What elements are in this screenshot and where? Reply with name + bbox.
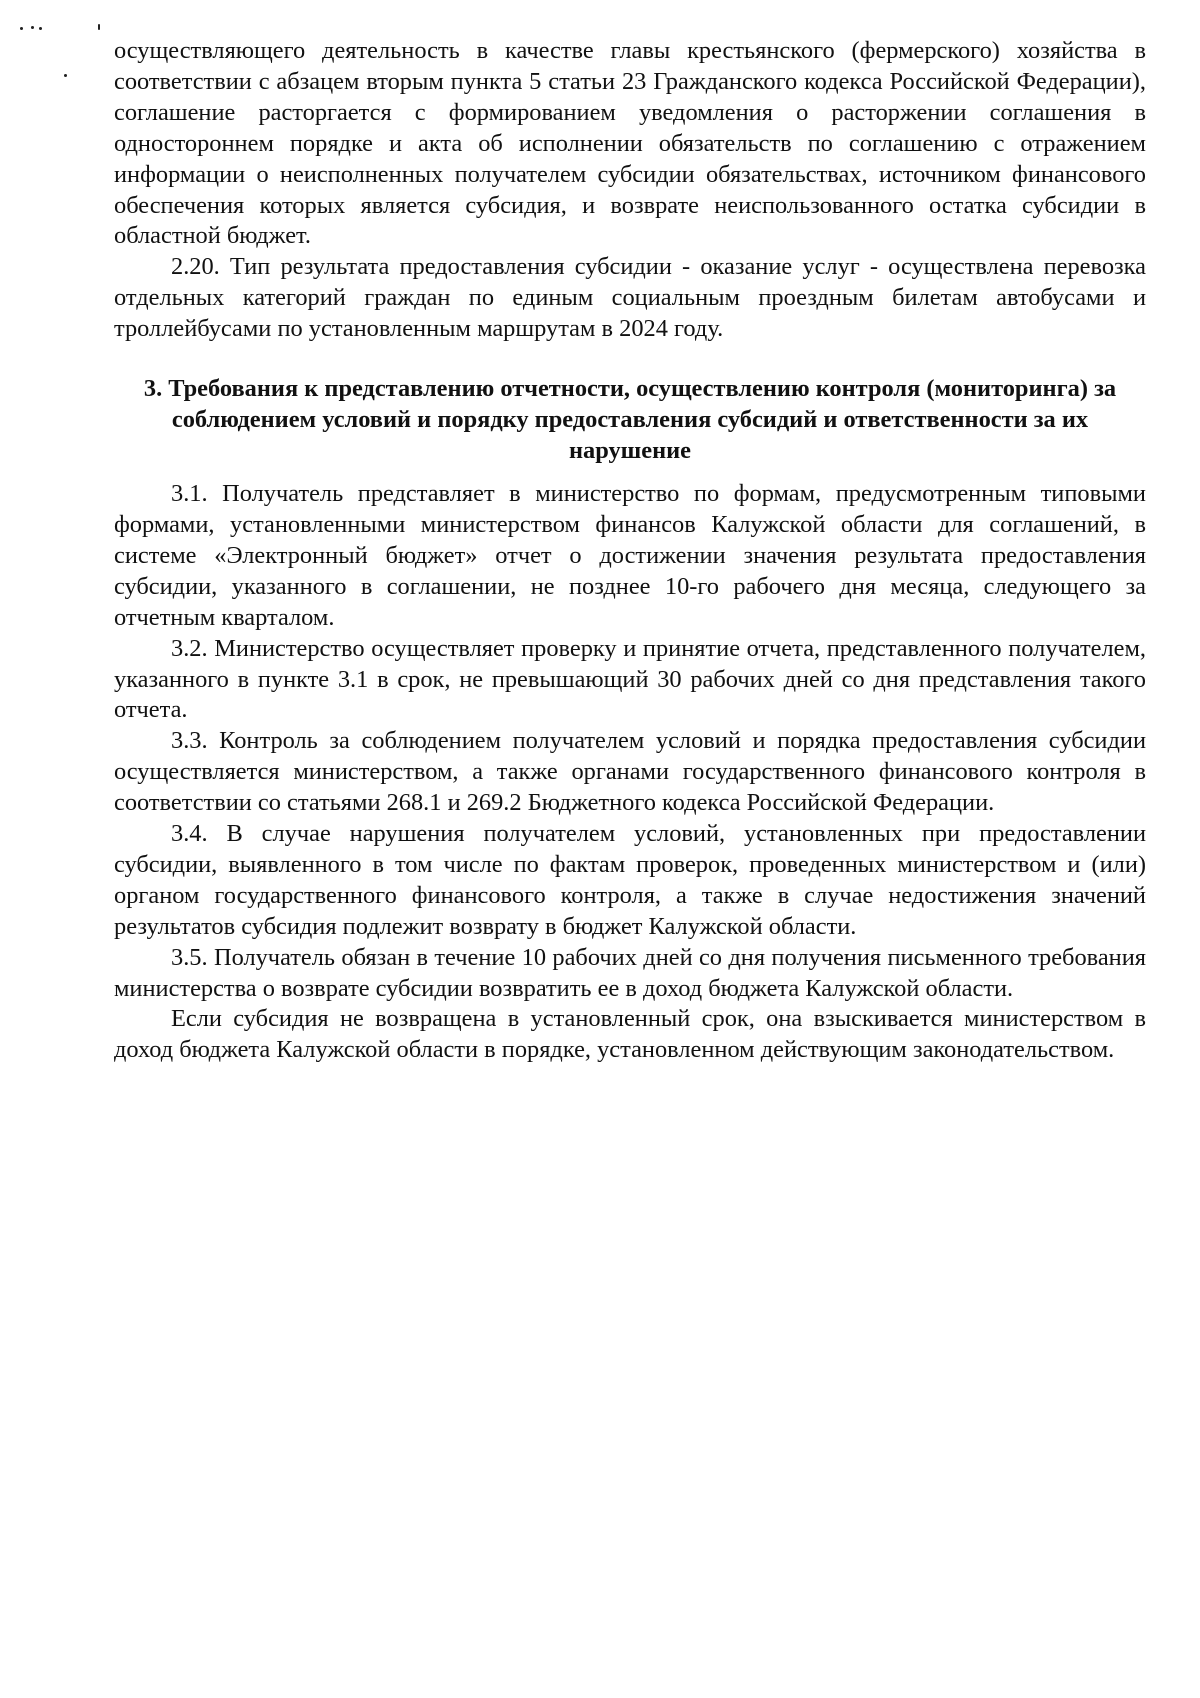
paragraph-recovery: Если субсидия не возвращена в установленный срок, она взыскивается министерством в доход бюджета Калужской области в порядке, установленном действующим законодательством.	[114, 1005, 1146, 1064]
scan-artifact-dot	[20, 27, 23, 30]
scan-artifact-dot	[64, 74, 67, 77]
document-body	[114, 36, 1146, 1066]
paragraph-3-4: 3.4. В случае нарушения получателем условий, установленных при предоставлении субсидии, выявленного в том числе по фактам проверок, проведенных министерством и (или) органом государственного финансового контроля, а также в случае недостижения значений результатов субсидия подлежит возврату в бюджет Калужской области.	[114, 820, 1146, 940]
scan-artifact-dot	[31, 26, 34, 29]
scan-artifact-mark	[98, 24, 100, 30]
paragraph-3-3: 3.3. Контроль за соблюдением получателем условий и порядка предоставления субсидии осуществляется министерством, а также органами государственного финансового контроля в соответствии со статьями 268.1 и 269.2 Бюджетного кодекса Российской Федерации.	[114, 727, 1146, 817]
paragraph-3-2: 3.2. Министерство осуществляет проверку и принятие отчета, представленного получателем, указанного в пункте 3.1 в срок, не превышающий 30 рабочих дней со дня представления такого отчета.	[114, 634, 1146, 724]
paragraph-3-1: 3.1. Получатель представляет в министерство по формам, предусмотренным типовыми формами, установленными министерством финансов Калужской области для соглашений, в системе «Электронный бюджет» отчет о достижении значения результата предоставления субсидии, указанного в соглашении, не позднее 10-го рабочего дня месяца, следующего за отчетным кварталом.	[114, 480, 1146, 631]
section-heading: 3. Требования к представлению отчетности, осуществлению контроля (мониторинга) за соблюдением условий и порядку предоставления субсидий и ответственности за их нарушение	[143, 375, 1117, 465]
scan-artifact-dot	[39, 27, 42, 30]
paragraph-2-20: 2.20. Тип результата предоставления субсидии - оказание услуг - осуществлена перевозка отдельных категорий граждан по единым социальным проездным билетам автобусами и троллейбусами по установленным маршрутам в 2024 году.	[114, 253, 1146, 343]
paragraph-3-5: 3.5. Получатель обязан в течение 10 рабочих дней со дня получения письменного требования министерства о возврате субсидии возвратить ее в доход бюджета Калужской области.	[114, 943, 1146, 1002]
paragraph-continuation: осуществляющего деятельность в качестве главы крестьянского (фермерского) хозяйства в соответствии с абзацем вторым пункта 5 статьи 23 Гражданского кодекса Российской Федерации), соглашение расторгается с формированием уведомления о расторжении соглашения в одностороннем порядке и акта об исполнении обязательств по соглашению с отражением информации о неисполненных получателем субсидии обязательствах, источником финансового обеспечения которых является субсидия, и возврате неиспользованного остатка субсидии в областной бюджет.	[114, 37, 1146, 250]
